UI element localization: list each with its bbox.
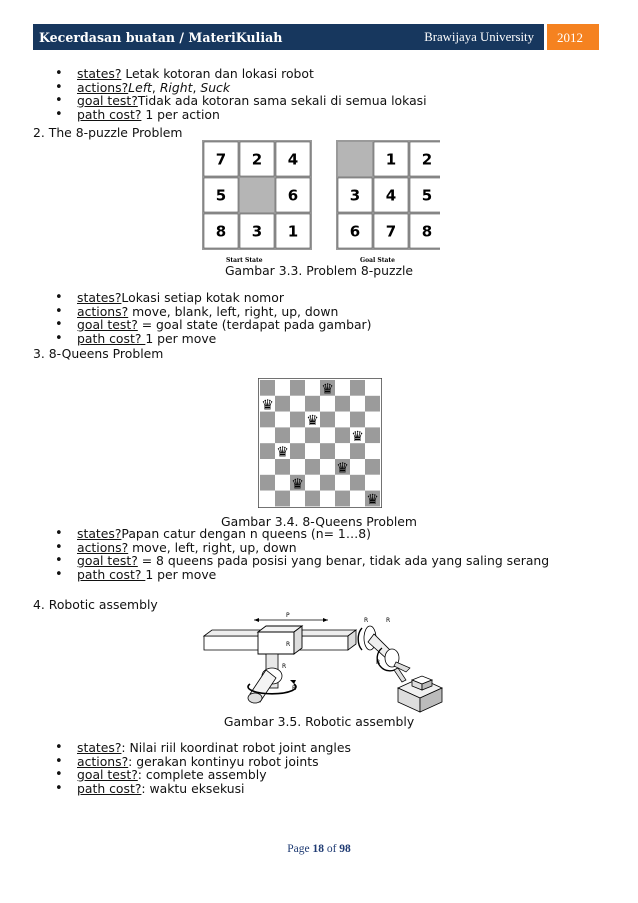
board-square: [290, 396, 305, 412]
footer-page-number: 18: [312, 843, 324, 855]
term-label: actions?: [77, 303, 129, 319]
board-square: [320, 427, 335, 443]
item-text: 1 per action: [141, 106, 220, 122]
board-square: [320, 475, 335, 491]
queen-piece: ♛: [261, 397, 274, 414]
board-square: [260, 427, 275, 443]
list-item: [33, 108, 427, 122]
figure-caption: Gambar 3.5. Robotic assembly: [223, 714, 415, 729]
tile-number: 2: [421, 150, 433, 169]
board-square: [365, 396, 380, 412]
page-footer: [0, 843, 638, 855]
list-item: [33, 568, 549, 582]
tile-number: 7: [385, 222, 397, 241]
list-item: [33, 332, 371, 346]
board-square: [350, 459, 365, 475]
tile-number: 8: [421, 222, 433, 241]
header-year: 2012: [547, 24, 599, 50]
board-square: [260, 459, 275, 475]
r-label: R: [292, 685, 297, 692]
puzzle-bullet-list: [33, 291, 371, 345]
board-square: [260, 412, 275, 428]
board-square: [365, 412, 380, 428]
item-text: 1 per move: [145, 330, 217, 346]
board-square: [290, 412, 305, 428]
board-square: [335, 443, 350, 459]
board-square: [305, 427, 320, 443]
term-label: states?: [77, 526, 122, 541]
r-label: R: [376, 659, 381, 666]
term-label: path cost?: [77, 780, 142, 796]
figure-caption: Gambar 3.3. Problem 8-puzzle: [224, 263, 414, 278]
r-label: R: [286, 641, 291, 648]
tile-number: 3: [251, 222, 263, 241]
item-text: move, left, right, up, down: [128, 539, 297, 555]
term-label: states?: [77, 66, 122, 81]
item-text: Right: [159, 79, 193, 95]
queen-piece: ♛: [336, 460, 349, 477]
item-text: 1 per move: [145, 566, 217, 582]
item-text: = 8 queens pada posisi yang benar, tidak ada yang saling serang: [137, 553, 550, 568]
list-item: [33, 305, 371, 319]
queen-piece: ♛: [366, 492, 379, 508]
item-text: Papan catur dengan n queens (n= 1…8): [121, 526, 371, 541]
tile-number: 1: [287, 222, 299, 241]
tile-number: 1: [385, 150, 397, 169]
list-item: [33, 527, 549, 541]
vacuum-bullet-list: [33, 67, 427, 121]
board-square: [350, 396, 365, 412]
list-item: [33, 81, 427, 95]
board-square: [305, 475, 320, 491]
item-text: : Nilai riil koordinat robot joint angles: [121, 740, 351, 755]
board-square: [335, 491, 350, 507]
term-label: actions?: [77, 79, 129, 95]
board-square: [290, 443, 305, 459]
item-text: ,: [151, 79, 160, 95]
tile-number: 7: [215, 150, 227, 169]
puzzle-figure: [200, 138, 440, 262]
board-square: [275, 412, 290, 428]
figure-caption: Gambar 3.4. 8-Queens Problem: [221, 514, 417, 529]
r-label: R: [364, 617, 369, 624]
board-square: [335, 475, 350, 491]
board-square: [335, 412, 350, 428]
board-label: Goal State: [360, 257, 395, 262]
list-item: [33, 94, 427, 108]
list-item: [33, 782, 351, 796]
item-text: Tidak ada kotoran sama sekali di semua lokasi: [137, 93, 427, 108]
item-text: Left: [128, 79, 152, 95]
term-label: actions?: [77, 753, 129, 769]
term-label: goal test?: [77, 93, 138, 108]
board-square: [275, 396, 290, 412]
board-square: [365, 459, 380, 475]
board-square: [365, 443, 380, 459]
list-item: [33, 755, 351, 769]
board-square: [350, 491, 365, 507]
tile-number: 2: [251, 150, 263, 169]
board-square: [365, 380, 380, 396]
board-square: [290, 427, 305, 443]
tile-number: 8: [215, 222, 227, 241]
board-square: [320, 459, 335, 475]
p-label: P: [286, 612, 290, 619]
term-label: goal test?: [77, 317, 138, 332]
queen-piece: ♛: [276, 444, 289, 461]
board-square: [260, 443, 275, 459]
board-square: [275, 491, 290, 507]
list-item: [33, 554, 549, 568]
board-square: [335, 396, 350, 412]
footer-page-word: Page: [287, 843, 310, 855]
section-heading: 2. The 8-puzzle Problem: [33, 125, 183, 140]
item-text: : gerakan kontinyu robot joints: [128, 753, 319, 769]
term-label: path cost?: [77, 330, 146, 346]
blank-tile: [338, 142, 372, 176]
board-square: [305, 459, 320, 475]
term-label: path cost?: [77, 566, 146, 582]
robotic-assembly-figure: [198, 608, 446, 714]
r-label: R: [386, 617, 391, 624]
board-label: Start State: [226, 257, 263, 262]
board-square: [275, 459, 290, 475]
board-square: [305, 380, 320, 396]
board-square: [335, 427, 350, 443]
item-text: ,: [192, 79, 201, 95]
tile-number: 5: [421, 186, 433, 205]
robot-bullet-list: [33, 741, 351, 795]
r-label: R: [282, 663, 287, 670]
tile-number: 5: [215, 186, 227, 205]
board-square: [305, 491, 320, 507]
tile-number: 3: [349, 186, 361, 205]
section-heading: 3. 8-Queens Problem: [33, 346, 164, 361]
queen-piece: ♛: [291, 476, 304, 493]
list-item: [33, 541, 549, 555]
board-square: [350, 475, 365, 491]
goal-state-board: [336, 140, 440, 262]
board-square: [320, 396, 335, 412]
footer-of-word: of: [326, 843, 337, 855]
queen-piece: ♛: [306, 413, 319, 430]
item-text: : complete assembly: [137, 767, 267, 782]
board-square: [365, 475, 380, 491]
term-label: states?: [77, 740, 122, 755]
board-square: [260, 380, 275, 396]
board-square: [290, 459, 305, 475]
list-item: [33, 318, 371, 332]
queen-piece: ♛: [321, 381, 334, 398]
board-square: [320, 412, 335, 428]
list-item: [33, 768, 351, 782]
start-state-board: [202, 140, 312, 262]
board-square: [275, 475, 290, 491]
queen-piece: ♛: [351, 428, 364, 445]
tile-number: 4: [385, 186, 397, 205]
item-text: Letak kotoran dan lokasi robot: [121, 66, 314, 81]
board-square: [335, 380, 350, 396]
list-item: [33, 741, 351, 755]
board-square: [305, 443, 320, 459]
term-label: goal test?: [77, 767, 138, 782]
section-heading: 4. Robotic assembly: [33, 597, 158, 612]
blank-tile: [240, 178, 274, 212]
queens-chessboard: [258, 378, 382, 508]
item-text: Suck: [200, 79, 231, 95]
tile-number: 6: [349, 222, 361, 241]
item-text: = goal state (terdapat pada gambar): [137, 317, 372, 332]
footer-total-pages: 98: [339, 843, 351, 855]
list-item: [33, 67, 427, 81]
term-label: actions?: [77, 539, 129, 555]
board-square: [290, 380, 305, 396]
header-institution: Brawijaya University: [403, 24, 547, 50]
board-square: [260, 475, 275, 491]
item-text: Lokasi setiap kotak nomor: [121, 290, 284, 305]
board-square: [290, 491, 305, 507]
header-title: Kecerdasan buatan / MateriKuliah: [33, 24, 403, 50]
board-square: [350, 412, 365, 428]
tile-number: 4: [287, 150, 299, 169]
board-square: [365, 427, 380, 443]
board-square: [350, 443, 365, 459]
page-header: [33, 24, 599, 50]
term-label: path cost?: [77, 106, 142, 122]
board-square: [305, 396, 320, 412]
board-square: [350, 380, 365, 396]
board-square: [275, 380, 290, 396]
board-square: [320, 443, 335, 459]
tile-number: 6: [287, 186, 299, 205]
term-label: goal test?: [77, 553, 138, 568]
queens-bullet-list: [33, 527, 549, 581]
term-label: states?: [77, 290, 122, 305]
board-square: [275, 427, 290, 443]
board-square: [320, 491, 335, 507]
item-text: move, blank, left, right, up, down: [128, 303, 339, 319]
board-square: [260, 491, 275, 507]
item-text: : waktu eksekusi: [141, 780, 245, 796]
list-item: [33, 291, 371, 305]
